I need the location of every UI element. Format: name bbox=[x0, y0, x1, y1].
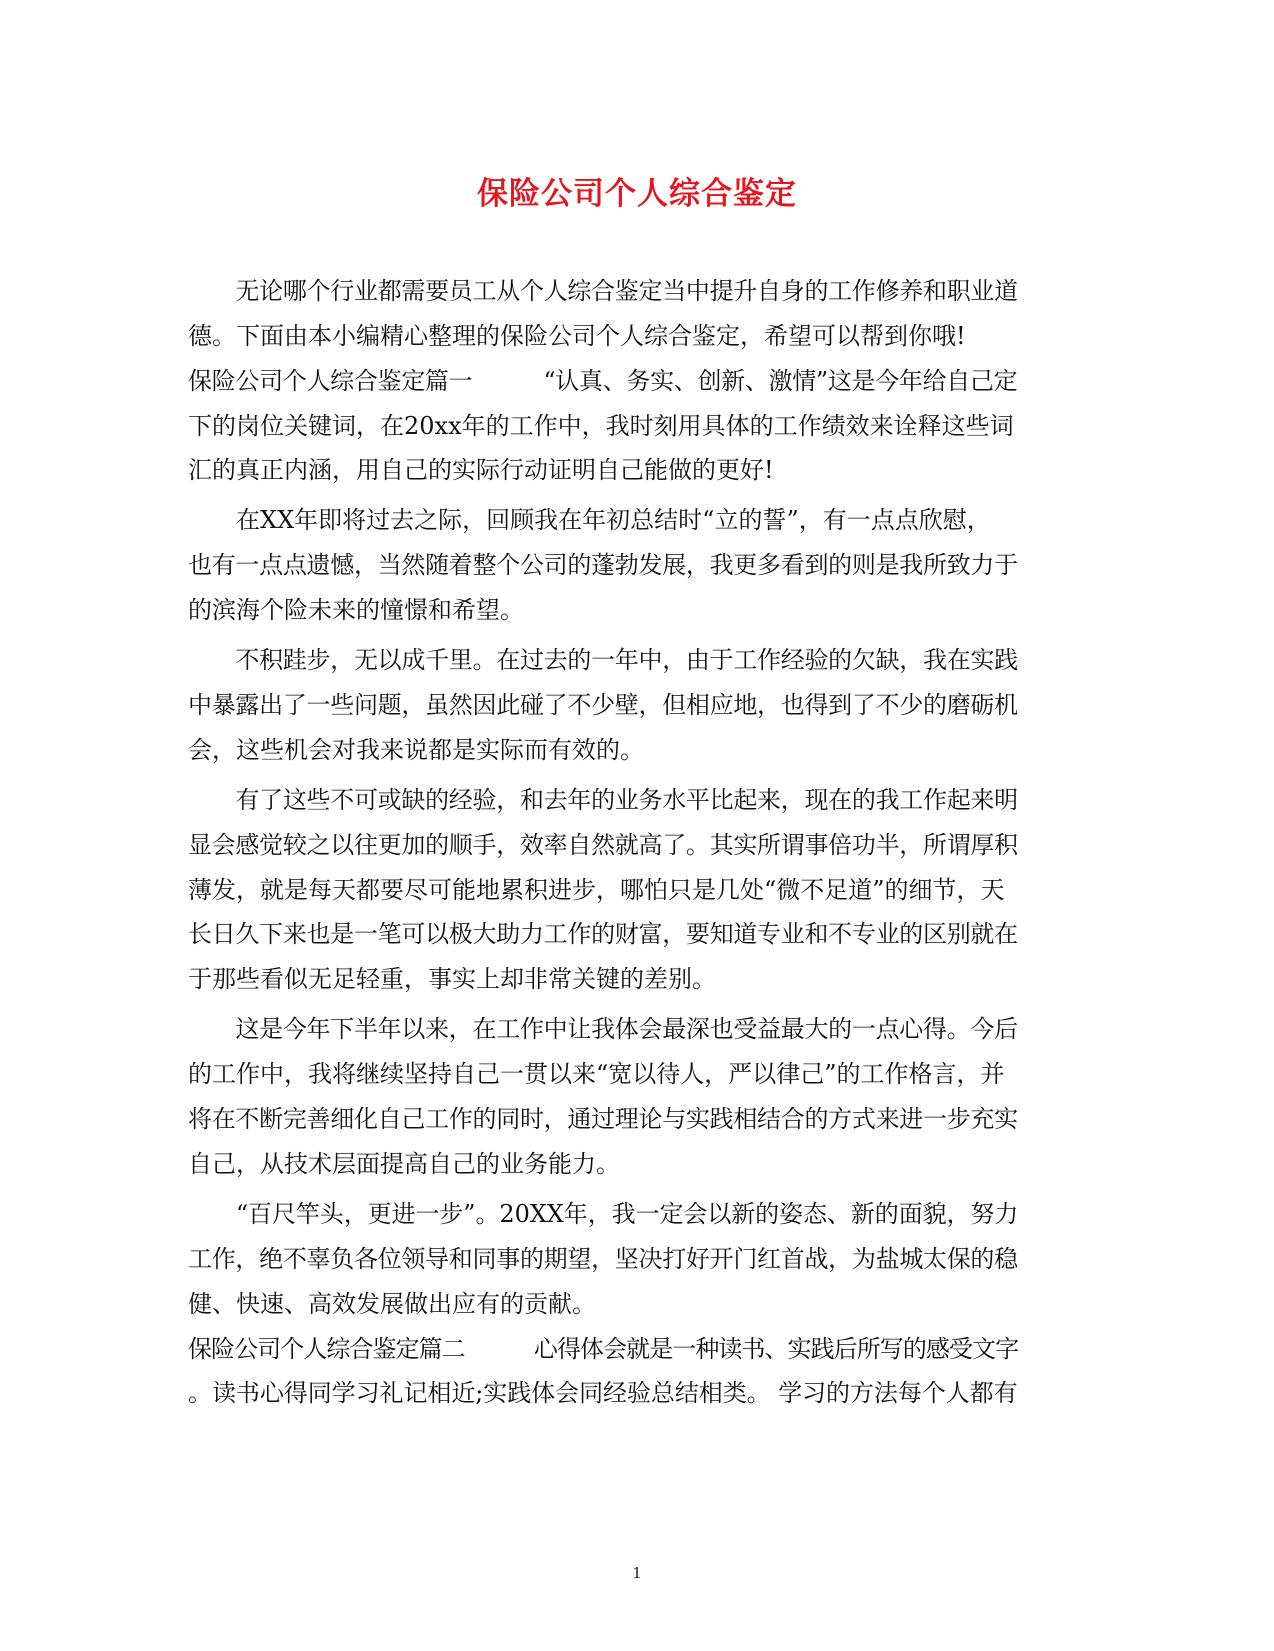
page-number: 1 bbox=[632, 1564, 642, 1582]
text-line: 。读书心得同学习礼记相近;实践体会同经验总结相类。 学习的方法每个人都有 bbox=[188, 1379, 1018, 1407]
text-line: 于那些看似无足轻重，事实上却非常关键的差别。 bbox=[188, 965, 716, 993]
text-line: 工作，绝不辜负各位领导和同事的期望，坚决打好开门红首战，为盐城太保的稳 bbox=[188, 1245, 1018, 1273]
document-title: 保险公司个人综合鉴定 bbox=[477, 176, 797, 212]
text-line: 德。下面由本小编精心整理的保险公司个人综合鉴定，希望可以帮到你哦! bbox=[188, 322, 966, 350]
text-line: 将在不断完善细化自己工作的同时，通过理论与实践相结合的方式来进一步充实 bbox=[188, 1105, 1018, 1133]
text-line: 自己，从技术层面提高自己的业务能力。 bbox=[188, 1150, 620, 1178]
text-line: 在XX年即将过去之际，回顾我在年初总结时“立的誓”，有一点点欣慰， bbox=[188, 506, 991, 534]
text-line: “百尺竿头，更进一步”。20XX年，我一定会以新的姿态、新的面貌，努力 bbox=[188, 1200, 1019, 1228]
text-line: 的工作中，我将继续坚持自己一贯以来“宽以待人，严以律己”的工作格言，并 bbox=[188, 1060, 1005, 1088]
text-line: 汇的真正内涵，用自己的实际行动证明自己能做的更好! bbox=[188, 456, 774, 484]
text-line: 也有一点点遗憾，当然随着整个公司的蓬勃发展，我更多看到的则是我所致力于 bbox=[188, 551, 1018, 579]
text-line: 下的岗位关键词，在20xx年的工作中，我时刻用具体的工作绩效来诠释这些词 bbox=[188, 412, 1014, 440]
text-line: 保险公司个人综合鉴定篇二 心得体会就是一种读书、实践后所写的感受文字 bbox=[188, 1335, 1019, 1363]
text-line: 不积跬步，无以成千里。在过去的一年中，由于工作经验的欠缺，我在实践 bbox=[188, 646, 1018, 674]
text-line: 中暴露出了一些问题，虽然因此碰了不少壁，但相应地，也得到了不少的磨砺机 bbox=[188, 691, 1018, 719]
text-line: 健、快速、高效发展做出应有的贡献。 bbox=[188, 1290, 596, 1318]
text-line: 保险公司个人综合鉴定篇一 “认真、务实、创新、激情”这是今年给自己定 bbox=[188, 367, 1018, 395]
text-line: 会，这些机会对我来说都是实际而有效的。 bbox=[188, 736, 644, 764]
text-line: 长日久下来也是一笔可以极大助力工作的财富，要知道专业和不专业的区别就在 bbox=[188, 920, 1018, 948]
text-line: 的滨海个险未来的憧憬和希望。 bbox=[188, 596, 524, 624]
text-line: 有了这些不可或缺的经验，和去年的业务水平比起来，现在的我工作起来明 bbox=[188, 786, 1018, 814]
text-line: 薄发，就是每天都要尽可能地累积进步，哪怕只是几处“微不足道”的细节，天 bbox=[188, 876, 1005, 904]
text-line: 显会感觉较之以往更加的顺手，效率自然就高了。其实所谓事倍功半，所谓厚积 bbox=[188, 831, 1018, 859]
text-line: 这是今年下半年以来，在工作中让我体会最深也受益最大的一点心得。今后 bbox=[188, 1015, 1018, 1043]
text-line: 无论哪个行业都需要员工从个人综合鉴定当中提升自身的工作修养和职业道 bbox=[188, 277, 1018, 305]
